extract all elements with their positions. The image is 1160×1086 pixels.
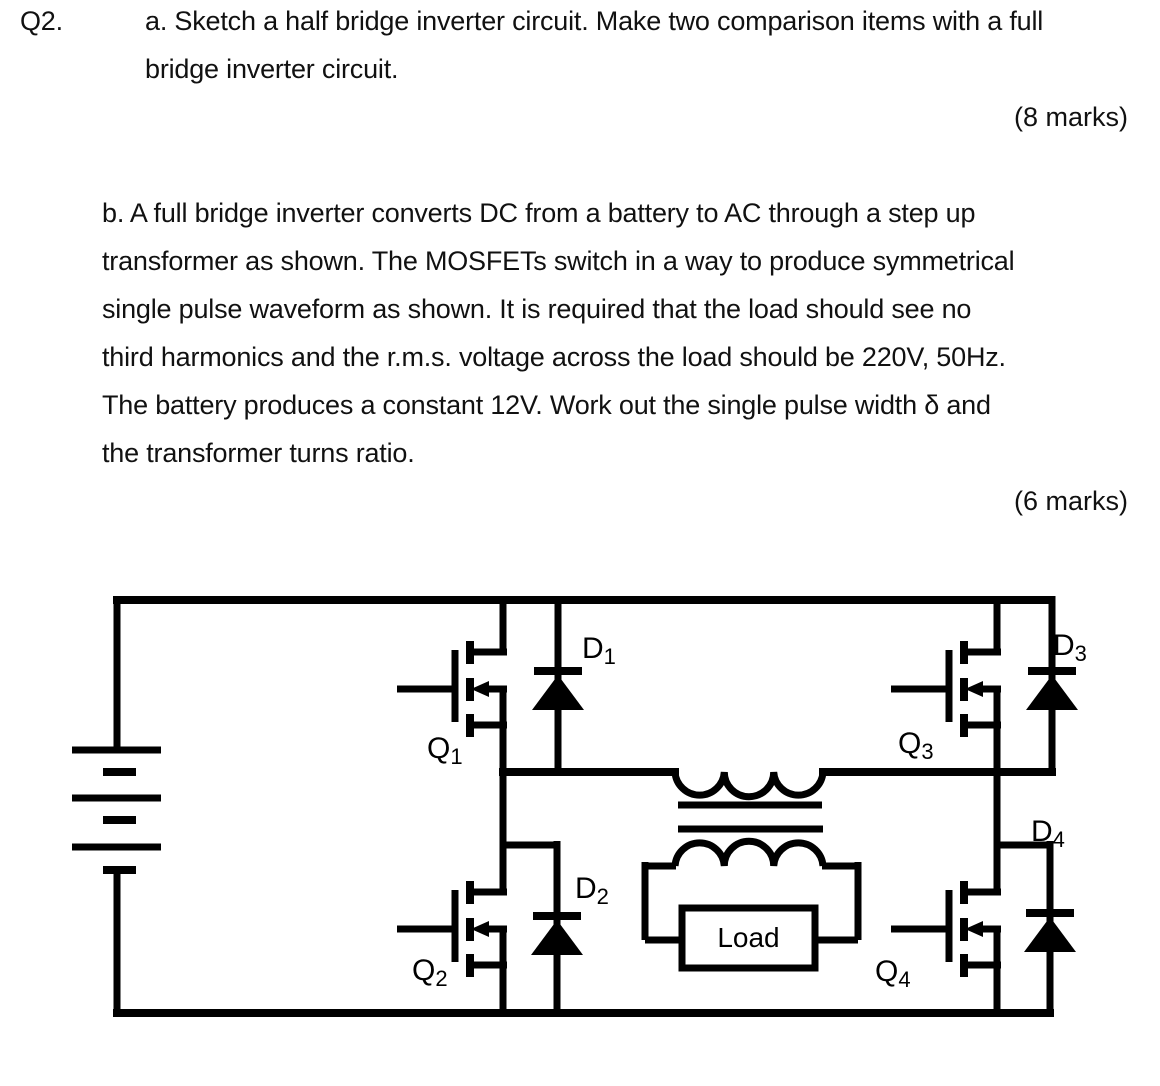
part-b-line-2: transformer as shown. The MOSFETs switch in a way to produce symmetrical xyxy=(102,246,1015,276)
part-b-marks: (6 marks) xyxy=(1014,486,1128,516)
transformer-symbol xyxy=(675,772,823,866)
part-b-line-6: the transformer turns ratio. xyxy=(102,438,415,468)
label-q3: $Q_3$ xyxy=(898,727,934,764)
load-label: Load xyxy=(717,922,780,953)
secondary-winding xyxy=(675,841,823,866)
label-d2: $D_2$ xyxy=(575,872,609,909)
diode-triangle-icon xyxy=(1024,917,1076,952)
part-a-line-1: a. Sketch a half bridge inverter circuit. Make two comparison items with a full xyxy=(145,6,1044,36)
label-d1: $D_1$ xyxy=(582,632,616,669)
label-d4: $D_4$ xyxy=(1031,815,1065,852)
label-d3: $D_3$ xyxy=(1053,629,1087,666)
battery-symbol xyxy=(72,596,161,1013)
body-diode-d3 xyxy=(1026,596,1078,772)
label-q2: $Q_2$ xyxy=(412,954,448,991)
label-q4: $Q_4$ xyxy=(875,955,911,992)
part-a-marks: (8 marks) xyxy=(1014,102,1128,132)
body-diode-d4 xyxy=(1024,841,1076,1013)
part-b-line-5: The battery produces a constant 12V. Work out the single pulse width δ and xyxy=(102,390,991,420)
part-b-line-4: third harmonics and the r.m.s. voltage across the load should be 220V, 50Hz. xyxy=(102,342,1006,372)
question-number: Q2. xyxy=(20,6,63,36)
diode-triangle-icon xyxy=(532,675,584,710)
body-diode-d2 xyxy=(531,841,583,1013)
label-q1: $Q_1$ xyxy=(427,732,463,769)
diode-triangle-icon xyxy=(531,920,583,955)
part-b-line-1: b. A full bridge inverter converts DC from a battery to AC through a step up xyxy=(102,198,976,228)
diode-triangle-icon xyxy=(1026,675,1078,710)
part-b-line-3: single pulse waveform as shown. It is required that the load should see no xyxy=(102,294,972,324)
body-diode-d1 xyxy=(532,596,584,772)
mosfet-q4 xyxy=(891,772,1050,1013)
part-a-line-2: bridge inverter circuit. xyxy=(145,54,399,84)
primary-winding xyxy=(675,772,823,797)
